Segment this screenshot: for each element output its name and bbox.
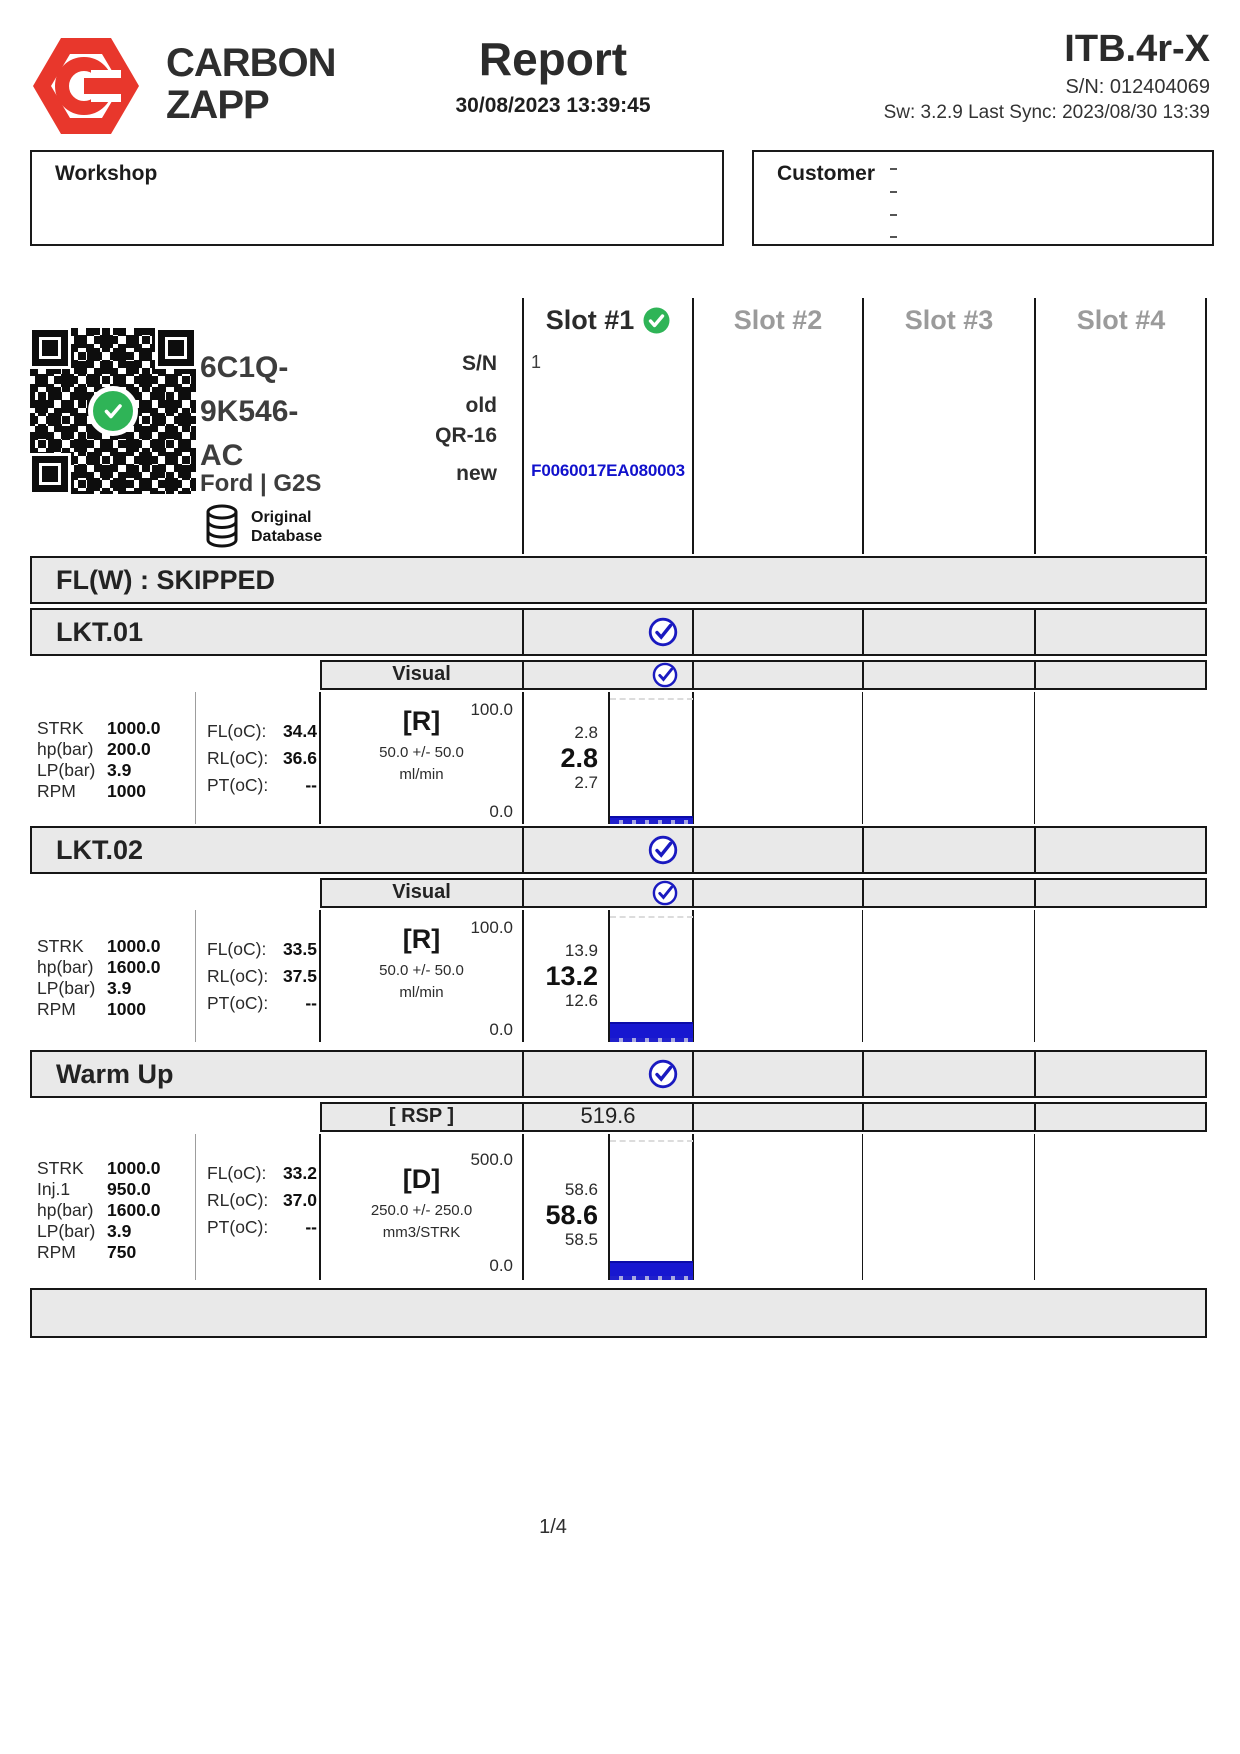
param-value: 1000 [107, 781, 146, 801]
blue-check-icon [648, 1059, 678, 1089]
value-low: 12.6 [564, 991, 598, 1010]
slot1-new-code: F0060017EA080003 [531, 461, 685, 480]
lkt02-tolerance: 50.0 +/- 50.0 [379, 962, 464, 979]
lkt01-params [37, 718, 192, 802]
slot1-label: Slot #1 [545, 304, 635, 335]
device-model: ITB.4r-X [1064, 28, 1210, 70]
field-label-new: new [456, 462, 497, 485]
divider [1034, 880, 1036, 906]
warmup-slot1-values [498, 1180, 598, 1250]
temp-label: PT(oC): [207, 1217, 269, 1237]
param-value: 3.9 [107, 1221, 132, 1241]
brand-line-carbon: CARBON [166, 41, 336, 85]
limit-line-top [610, 698, 693, 700]
divider [862, 1052, 864, 1096]
limit-line-bottom [610, 1038, 693, 1042]
divider [1034, 692, 1035, 824]
report-title: Report [478, 33, 628, 85]
injector-part-code [200, 346, 298, 478]
divider [522, 662, 524, 688]
warmup-tolerance: 250.0 +/- 250.0 [370, 1202, 473, 1219]
divider [862, 828, 864, 872]
customer-redacted-line [890, 191, 897, 193]
database-label-line: Database [251, 528, 323, 545]
temp-value: 37.0 [282, 1190, 317, 1210]
section-warmup-title: Warm Up [56, 1058, 174, 1089]
customer-redacted-line [890, 214, 897, 216]
database-label [251, 508, 322, 546]
limit-line-bottom [610, 820, 693, 824]
lkt01-temps [207, 718, 317, 799]
lkt01-axis-min: 0.0 [489, 802, 513, 821]
customer-redacted-line [890, 168, 897, 170]
field-label-old: old [465, 394, 497, 417]
field-label-qr: QR-16 [435, 424, 497, 447]
divider [862, 1134, 863, 1280]
warmup-params [37, 1158, 192, 1263]
value-high: 2.8 [574, 723, 598, 742]
section-lkt01-title: LKT.01 [56, 616, 144, 647]
blue-check-icon [648, 835, 678, 865]
divider [862, 610, 864, 654]
temp-label: PT(oC): [207, 775, 269, 795]
warmup-axis-max: 500.0 [470, 1150, 513, 1169]
divider [522, 610, 524, 654]
section-flw-band [30, 556, 1207, 604]
divider [1034, 1052, 1036, 1096]
divider [195, 1134, 196, 1280]
empty-section-band [30, 1288, 1207, 1338]
temp-label: PT(oC): [207, 993, 269, 1013]
divider [692, 1104, 694, 1130]
blue-check-icon [652, 662, 678, 688]
lkt02-axis-min: 0.0 [489, 1020, 513, 1039]
value-high: 13.9 [564, 941, 598, 960]
section-warmup-band [30, 1050, 1207, 1098]
section-lkt02-title: LKT.02 [56, 834, 144, 865]
qr-verified-icon [88, 386, 138, 436]
lkt02-slot1-values [498, 941, 598, 1011]
param-value: 1000.0 [107, 936, 161, 956]
divider [522, 1052, 524, 1096]
param-label: LP(bar) [37, 1221, 96, 1241]
limit-line-top [610, 916, 693, 918]
lkt02-subheader: Visual [392, 881, 451, 903]
divider [608, 1134, 610, 1280]
temp-value: 34.4 [282, 721, 317, 741]
temp-value: -- [305, 1217, 317, 1237]
temp-value: 37.5 [282, 966, 317, 986]
divider [862, 692, 863, 824]
lkt01-tolerance: 50.0 +/- 50.0 [379, 744, 464, 761]
temp-label: RL(oC): [207, 966, 269, 986]
qr-finder-icon [32, 456, 68, 492]
divider [692, 828, 694, 872]
divider [522, 880, 524, 906]
param-value: 1000.0 [107, 718, 161, 738]
slot2-header: Slot #2 [733, 304, 823, 335]
divider [862, 910, 863, 1042]
customer-redacted-line [890, 236, 897, 238]
divider [195, 692, 196, 824]
lkt01-slot1-values [498, 723, 598, 793]
param-value: 1600.0 [107, 957, 161, 977]
param-value: 950.0 [107, 1179, 151, 1199]
param-value: 750 [107, 1242, 137, 1262]
divider [1034, 910, 1035, 1042]
device-serial: S/N: 012404069 [1065, 76, 1210, 98]
warmup-result-bar [610, 1261, 693, 1276]
param-label: hp(bar) [37, 739, 94, 759]
value-main: 58.6 [545, 1200, 598, 1230]
brand-line-zapp: ZAPP [166, 83, 269, 127]
divider [1034, 662, 1036, 688]
temp-label: RL(oC): [207, 748, 269, 768]
temp-label: FL(oC): [207, 939, 267, 959]
green-check-icon [643, 307, 670, 334]
section-flw-title: FL(W) : SKIPPED [56, 564, 275, 595]
value-high: 58.6 [564, 1180, 598, 1199]
temp-label: FL(oC): [207, 721, 267, 741]
param-value: 1000.0 [107, 1158, 161, 1178]
param-label: LP(bar) [37, 978, 96, 998]
warmup-unit: mm3/STRK [382, 1224, 461, 1241]
page-number: 1/4 [539, 1516, 567, 1538]
lkt02-unit: ml/min [399, 984, 444, 1001]
divider [608, 692, 610, 824]
lkt01-unit: ml/min [399, 766, 444, 783]
lkt01-axis-max: 100.0 [470, 700, 513, 719]
lkt01-subheader: Visual [392, 663, 451, 685]
slot4-header: Slot #4 [1076, 304, 1166, 335]
param-label: Inj.1 [37, 1179, 71, 1199]
divider [692, 1052, 694, 1096]
blue-check-icon [648, 617, 678, 647]
param-label: STRK [37, 718, 84, 738]
temp-label: FL(oC): [207, 1163, 267, 1183]
temp-value: 36.6 [282, 748, 317, 768]
divider [1034, 610, 1036, 654]
lkt02-mode: [R] [402, 924, 441, 954]
param-label: STRK [37, 1158, 84, 1178]
qr-finder-icon [32, 330, 68, 366]
warmup-axis-min: 0.0 [489, 1256, 513, 1275]
divider [862, 1104, 864, 1130]
workshop-label: Workshop [55, 162, 158, 185]
value-main: 13.2 [545, 961, 598, 991]
lkt02-temps [207, 936, 317, 1017]
divider [1034, 1104, 1036, 1130]
param-label: LP(bar) [37, 760, 96, 780]
param-value: 200.0 [107, 739, 151, 759]
warmup-subheader: [ RSP ] [388, 1105, 455, 1127]
section-lkt02-band [30, 826, 1207, 874]
injector-qr-code [30, 328, 196, 494]
param-value: 3.9 [107, 978, 132, 998]
temp-value: -- [305, 775, 317, 795]
database-icon [203, 504, 241, 548]
section-lkt01-band [30, 608, 1207, 656]
divider [692, 610, 694, 654]
limit-line-top [610, 1140, 693, 1142]
slot3-header: Slot #3 [904, 304, 994, 335]
part-code-line: 6C1Q- [200, 351, 289, 384]
divider [522, 828, 524, 872]
value-main: 2.8 [560, 743, 598, 773]
param-label: hp(bar) [37, 1200, 94, 1220]
lkt02-result-bar [610, 1022, 693, 1038]
param-label: hp(bar) [37, 957, 94, 977]
divider [692, 1134, 694, 1280]
divider [692, 692, 694, 824]
param-label: RPM [37, 781, 76, 801]
param-value: 3.9 [107, 760, 132, 780]
warmup-rsp-value: 519.6 [580, 1103, 636, 1128]
param-value: 1000 [107, 999, 146, 1019]
value-low: 58.5 [564, 1230, 598, 1249]
warmup-mode: [D] [402, 1164, 441, 1194]
divider [1034, 1134, 1035, 1280]
divider [195, 910, 196, 1042]
param-label: RPM [37, 1242, 76, 1262]
device-software-sync: Sw: 3.2.9 Last Sync: 2023/08/30 13:39 [883, 102, 1210, 123]
customer-label: Customer [777, 162, 876, 185]
param-value: 1600.0 [107, 1200, 161, 1220]
warmup-temps [207, 1160, 317, 1241]
part-code-line: 9K546- [200, 395, 299, 428]
field-label-sn: S/N [461, 352, 497, 375]
divider [692, 662, 694, 688]
blue-check-icon [652, 880, 678, 906]
brand-name [166, 42, 336, 126]
divider [862, 880, 864, 906]
temp-value: -- [305, 993, 317, 1013]
temp-value: 33.2 [282, 1163, 317, 1183]
injector-make-model: Ford | G2S [200, 470, 322, 497]
slot1-header [523, 302, 693, 338]
value-low: 2.7 [574, 773, 598, 792]
qr-finder-icon [158, 330, 194, 366]
part-code-line: AC [200, 439, 244, 472]
database-label-line: Original [251, 509, 312, 526]
temp-value: 33.5 [282, 939, 317, 959]
param-label: RPM [37, 999, 76, 1019]
divider [692, 880, 694, 906]
slot1-sn-value: 1 [531, 352, 542, 372]
param-label: STRK [37, 936, 84, 956]
limit-line-bottom [610, 1276, 693, 1280]
divider [1034, 828, 1036, 872]
report-datetime: 30/08/2023 13:39:45 [455, 94, 651, 117]
temp-label: RL(oC): [207, 1190, 269, 1210]
carbonzapp-logo-icon [30, 30, 142, 142]
lkt01-mode: [R] [402, 706, 441, 736]
divider [862, 662, 864, 688]
divider [522, 1104, 524, 1130]
lkt02-params [37, 936, 192, 1020]
lkt02-axis-max: 100.0 [470, 918, 513, 937]
